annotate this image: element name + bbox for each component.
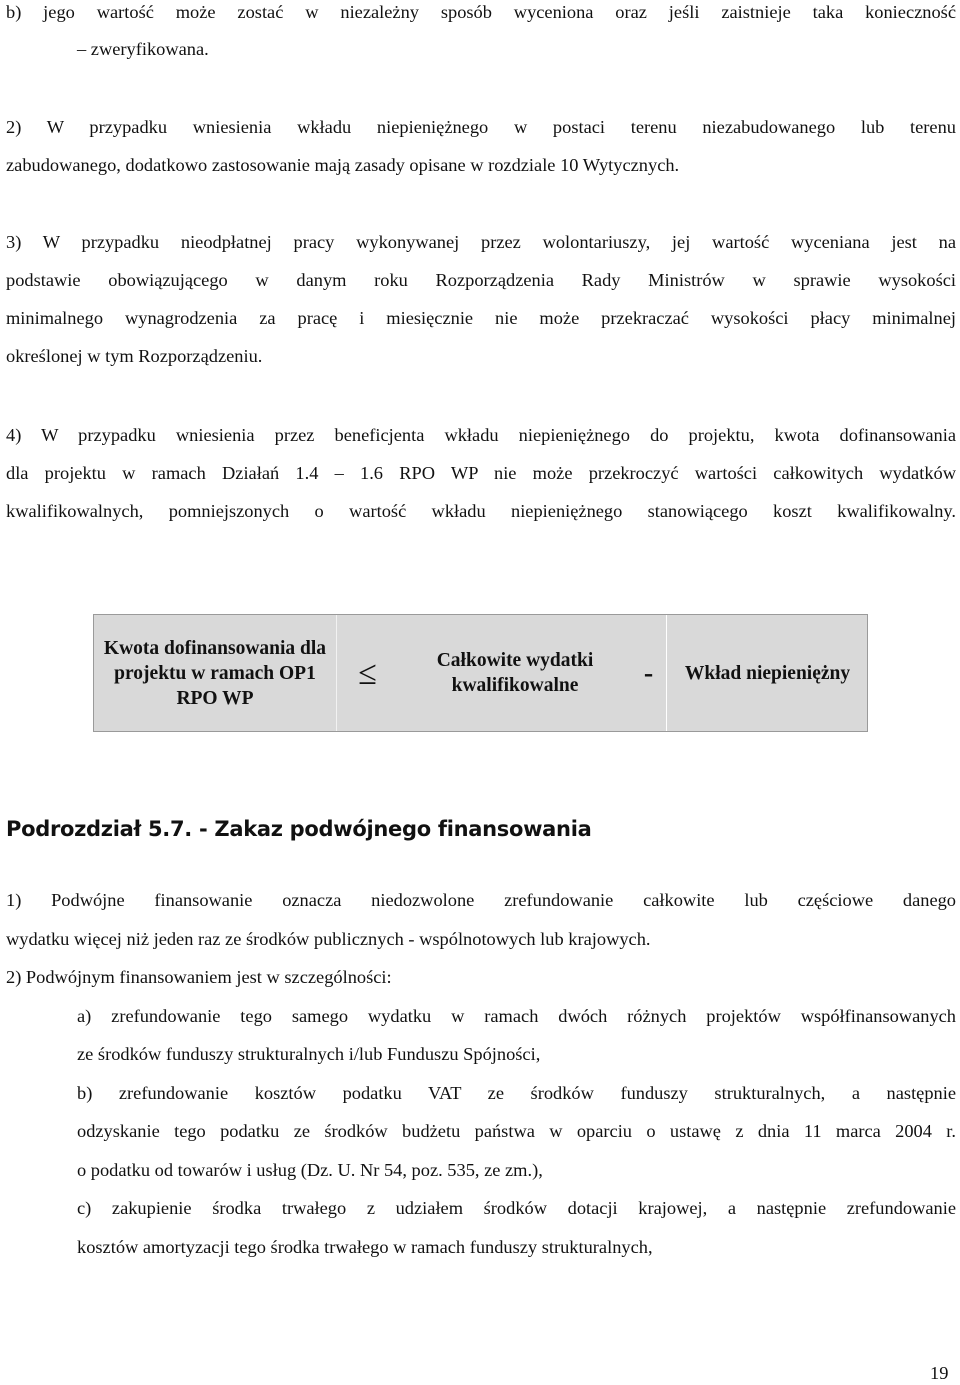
text-line: – zweryfikowana.	[77, 39, 209, 59]
list-item-line: kosztów amortyzacji tego środka trwałego w ramach funduszy strukturalnych,	[77, 1237, 653, 1257]
text-line: 3) W przypadku nieodpłatnej pracy wykonywanej przez wolontariuszy, jej wartość wyceniana jest na	[6, 232, 956, 252]
list-item-line: a) zrefundowanie tego samego wydatku w ramach dwóch różnych projektów współfinansowanych	[77, 1006, 956, 1026]
list-item-line: odzyskanie tego podatku ze środków budżetu państwa w oparciu o ustawę z dnia 11 marca 2004 r.	[77, 1121, 956, 1141]
cofinancing-formula-box	[93, 614, 868, 732]
formula-minus-sign: -	[643, 657, 654, 689]
formula-right-term: Wkład niepieniężny	[666, 615, 868, 731]
text-line: 4) W przypadku wniesienia przez beneficjenta wkładu niepieniężnego do projektu, kwota dofinansowania	[6, 425, 956, 445]
formula-left-term: Kwota dofinansowania dla projektu w ramach OP1 RPO WP	[103, 637, 327, 709]
page-number: 19	[930, 1363, 949, 1383]
list-item-line: o podatku od towarów i usług (Dz. U. Nr 54, poz. 535, ze zm.),	[77, 1160, 543, 1180]
list-item-line: b) zrefundowanie kosztów podatku VAT ze środków funduszy strukturalnych, a następnie	[77, 1083, 956, 1103]
text-line: 1) Podwójne finansowanie oznacza niedozwolone zrefundowanie całkowite lub częściowe danego	[6, 890, 956, 910]
section-heading: Podrozdział 5.7. - Zakaz podwójnego finansowania	[6, 817, 592, 841]
text-line: minimalnego wynagrodzenia za pracę i miesięcznie nie może przekraczać wysokości płacy minimalnej	[6, 308, 956, 328]
list-item-line: c) zakupienie środka trwałego z udziałem środków dotacji krajowej, a następnie zrefundowanie	[77, 1198, 956, 1218]
list-item-line: ze środków funduszy strukturalnych i/lub Funduszu Spójności,	[77, 1044, 541, 1064]
text-line: 2) W przypadku wniesienia wkładu niepieniężnego w postaci terenu niezabudowanego lub terenu	[6, 117, 956, 137]
text-line: określonej w tym Rozporządzeniu.	[6, 346, 263, 366]
text-line: podstawie obowiązującego w danym roku Rozporządzenia Rady Ministrów w sprawie wysokości	[6, 270, 956, 290]
text-line: 2) Podwójnym finansowaniem jest w szczególności:	[6, 967, 392, 987]
text-line: zabudowanego, dodatkowo zastosowanie mają zasady opisane w rozdziale 10 Wytycznych.	[6, 155, 680, 175]
formula-less-equal-sign: ≤	[358, 654, 377, 692]
text-line: dla projektu w ramach Działań 1.4 – 1.6 RPO WP nie może przekroczyć wartości całkowitych wydatków	[6, 463, 956, 483]
text-line: wydatku więcej niż jeden raz ze środków publicznych - wspólnotowych lub krajowych.	[6, 929, 651, 949]
text-line: kwalifikowalnych, pomniejszonych o wartość wkładu niepieniężnego stanowiącego koszt kwalifikowalny.	[6, 501, 956, 521]
formula-middle-term: Całkowite wydatki kwalifikowalne	[436, 650, 594, 696]
text-line: b) jego wartość może zostać w niezależny sposób wyceniona oraz jeśli zaistnieje taka konieczność	[6, 2, 956, 22]
